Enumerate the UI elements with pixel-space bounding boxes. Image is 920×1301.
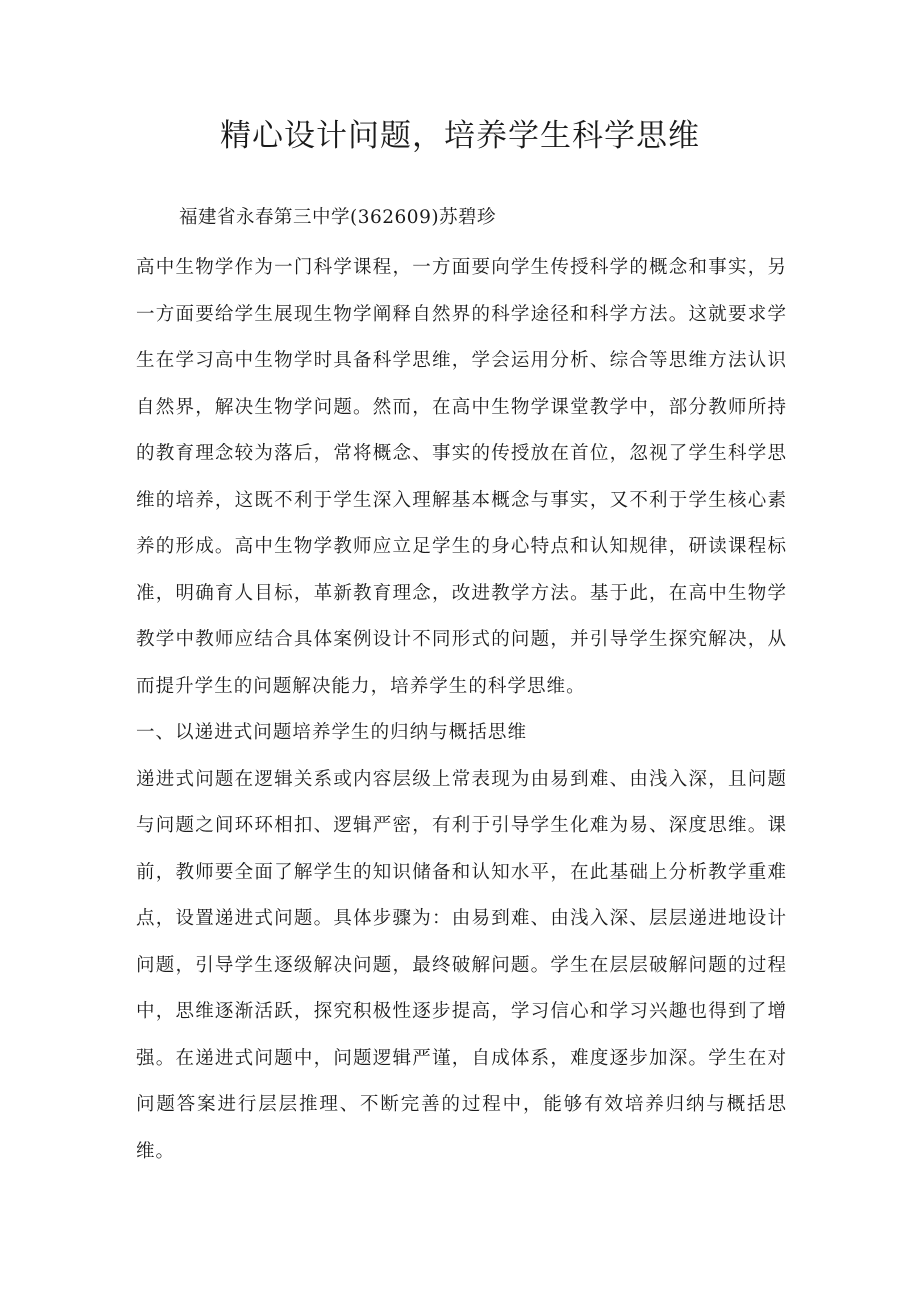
author-line: 福建省永春第三中学(362609)苏碧珍: [179, 207, 497, 228]
section-heading: 一、以递进式问题培养学生的归纳与概括思维: [136, 722, 528, 743]
document-body: [136, 245, 787, 1175]
document-title: 精心设计问题，培养学生科学思维: [220, 118, 700, 154]
paragraph-section-1: 递进式问题在逻辑关系或内容层级上常表现为由易到难、由浅入深，且问题与问题之间环环相扣、逻辑严密，有利于引导学生化难为易、深度思维。课前，教师要全面了解学生的知识储备和认知水平，在此基础上分析教学重难点，设置递进式问题。具体步骤为：由易到难、由浅入深、层层递进地设计问题，引导学生逐级解决问题，最终破解问题。学生在层层破解问题的过程中，思维逐渐活跃，探究积极性逐步提高，学习信心和学习兴趣也得到了增强。在递进式问题中，问题逻辑严谨，自成体系，难度逐步加深。学生在对问题答案进行层层推理、不断完善的过程中，能够有效培养归纳与概括思维。: [136, 768, 787, 1162]
paragraph-intro: 高中生物学作为一门科学课程，一方面要向学生传授科学的概念和事实，另一方面要给学生展现生物学阐释自然界的科学途径和科学方法。这就要求学生在学习高中生物学时具备科学思维，学会运用分析、综合等思维方法认识自然界，解决生物学问题。然而，在高中生物学课堂教学中，部分教师所持的教育理念较为落后，常将概念、事实的传授放在首位，忽视了学生科学思维的培养，这既不利于学生深入理解基本概念与事实，又不利于学生核心素养的形成。高中生物学教师应立足学生的身心特点和认知规律，研读课程标准，明确育人目标，革新教育理念，改进教学方法。基于此，在高中生物学教学中教师应结合具体案例设计不同形式的问题，并引导学生探究解决，从而提升学生的问题解决能力，培养学生的科学思维。: [136, 257, 787, 697]
